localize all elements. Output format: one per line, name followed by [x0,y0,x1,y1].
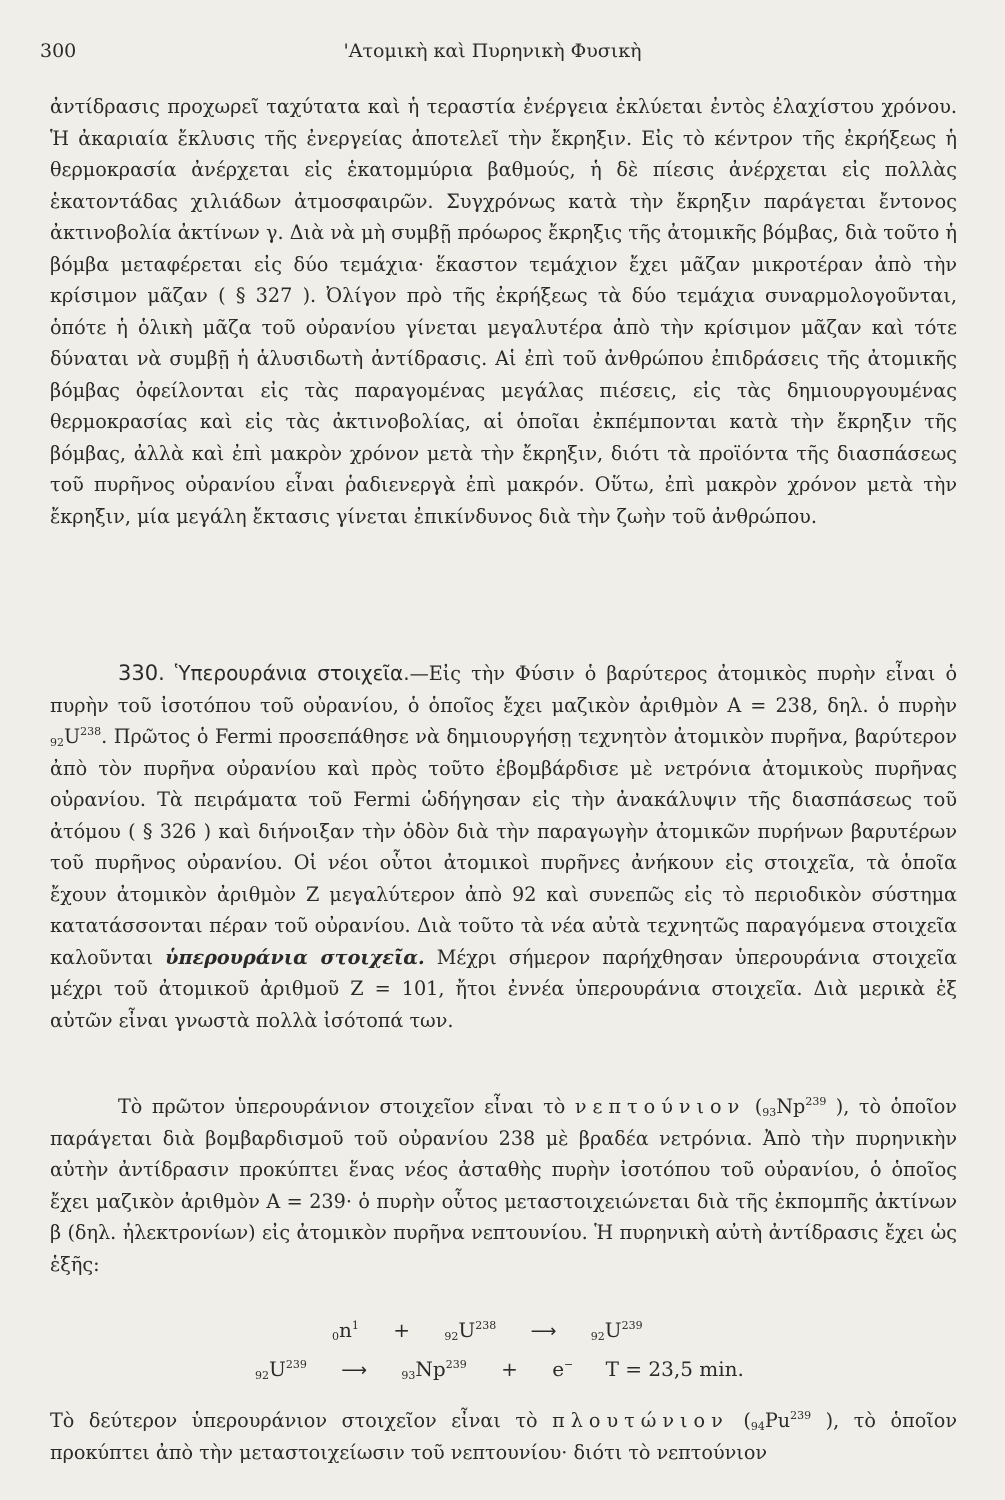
eq1-u239-symbol: U [604,1318,622,1342]
eq1-u238-sub: 92 [444,1330,459,1343]
plutonium-text-2: ), τὸ ὁποῖον προκύπτει ἀπὸ τὴν μεταστοιχείωσιν τοῦ νεπτουνίου· διότι τὸ νεπτούνιον [50,1409,957,1464]
uranium-symbol: U [64,725,81,748]
eq2-np-symbol: Np [415,1357,446,1381]
neutron-sub: 0 [332,1330,339,1343]
section-text-2: . Πρῶτος ὁ Fermi προσεπάθησε νὰ δημιουργήσῃ τεχνητὸν ἀτομικὸν πυρῆνα, βαρύτερον ἀπὸ τὸν πυρῆνα οὐρανίου καὶ πρὸς τοῦτο ἐβομβάρδισε μὲ νετρόνια ἀτομικοὺς πυρῆνας οὐρανίου. Τὰ πειράματα τοῦ Fermi ὡδήγησαν εἰς τὴν ἀνακάλυψιν τῆς διασπάσεως τοῦ ἀτόμου ( § 326 ) καὶ διήνοιξαν τὴν ὁδὸν διὰ τὴν παραγωγὴν ἀτομικῶν πυρήνων βαρυτέρων τοῦ πυρῆνος οὐρανίου. Οἱ νέοι οὗτοι ἀτομικοὶ πυρῆνες ἀνήκουν εἰς στοιχεῖα, τὰ ὁποῖα ἔχουν ἀτομικὸν ἀριθμὸν Ζ μεγαλύτερον ἀπὸ 92 καὶ συνεπῶς εἰς τὸ περιοδικὸν σύστημα κατατάσσονται πέραν τοῦ οὐρανίου. Διὰ τοῦτο τὰ νέα αὐτὰ τεχνητῶς παραγόμενα στοιχεῖα καλοῦνται [50,725,957,969]
eq2-u239-sub: 92 [255,1369,269,1382]
eq2-arrow-icon: ⟶ [341,1360,368,1381]
eq2-np-sup: 239 [445,1358,467,1371]
eq1-u239-sub: 92 [590,1330,605,1343]
neutron-sup: 1 [351,1319,359,1332]
eq1-arrow-icon: ⟶ [530,1321,557,1342]
equation-neutron-capture [332,1318,643,1342]
equation-beta-decay [255,1357,744,1381]
plutonium-text-1: Τὸ δεύτερον ὑπερουράνιον στοιχεῖον εἶναι τὸ [50,1409,553,1432]
section-number: 330. [118,661,165,685]
plutonium-name: πλουτώνιον [552,1409,729,1432]
section-text-1: —Εἰς τὴν Φύσιν ὁ βαρύτερος ἀτομικὸς πυρὴν εἶναι ὁ πυρὴν τοῦ ἰσοτόπου τοῦ οὐρανίου, ὁ ὁποῖος ἔχει μαζικὸν ἀριθμὸν Α = 238, δηλ. ὁ πυρὴν [50,662,957,717]
eq1-u238-symbol: U [458,1318,476,1342]
neptunium-text-1: Τὸ πρῶτον ὑπερουράνιον στοιχεῖον εἶναι τὸ [118,1095,575,1118]
eq1-plus: + [393,1318,411,1342]
section-330 [50,658,957,1036]
paragraph-neptunium [50,1091,957,1280]
uranium-mass-number: 238 [80,725,102,738]
eq2-plus: + [501,1357,518,1381]
eq1-u238-sup: 238 [475,1319,497,1332]
eq2-u239-sup: 239 [285,1358,307,1371]
half-life: T = 23,5 min. [605,1357,744,1381]
neptunium-name: νεπτούνιον [574,1095,746,1118]
section-title: Ὑπερουράνια στοιχεῖα. [174,661,410,685]
neptunium-mass-number: 239 [805,1095,827,1108]
uranium-atomic-number: 92 [50,736,64,749]
eq2-u239-symbol: U [269,1357,286,1381]
plutonium-open: ( [728,1409,751,1432]
electron-symbol: e [552,1357,565,1381]
plutonium-atomic-number: 94 [750,1420,765,1433]
page-header [40,40,945,70]
section-text-3: Μέχρι σήμερον παρήχθησαν ὑπερουράνια στοιχεῖα μέχρι τοῦ ἀτομικοῦ ἀριθμοῦ Ζ = 101, ἤτοι ἐννέα ὑπερουράνια στοιχεῖα. Διὰ μερικὰ ἐξ αὐτῶν εἶναι γνωστὰ πολλὰ ἰσότοπά των. [50,945,957,1032]
eq1-u239-sup: 239 [621,1319,643,1332]
eq2-np-sub: 93 [401,1369,416,1382]
paragraph-atomic-bomb: ἀντίδρασις προχωρεῖ ταχύτατα καὶ ἡ τεραστία ἐνέργεια ἐκλύεται ἐντὸς ἐλαχίστου χρόνου. Ἡ ἀκαριαία ἔκλυσις τῆς ἐνεργείας ἀποτελεῖ τὴν ἔκρηξιν. Εἰς τὸ κέντρον τῆς ἐκρήξεως ἡ θερμοκρασία ἀνέρχεται εἰς ἑκατομμύρια βαθμούς, ἡ δὲ πίεσις ἀνέρχεται εἰς πολλὰς ἑκατοντάδας χιλιάδων ἀτμοσφαιρῶν. Συγχρόνως κατὰ τὴν ἔκρηξιν παράγεται ἔντονος ἀκτινοβολία ἀκτίνων γ. Διὰ νὰ μὴ συμβῇ πρόωρος ἔκρηξις τῆς ἀτομικῆς βόμβας, διὰ τοῦτο ἡ βόμβα μεταφέρεται εἰς δύο τεμάχια· ἕκαστον τεμάχιον ἔχει μᾶζαν μικροτέραν ἀπὸ τὴν κρίσιμον μᾶζαν ( § 327 ). Ὀλίγον πρὸ τῆς ἐκρήξεως τὰ δύο τεμάχια συναρμολογοῦνται, ὁπότε ἡ ὁλικὴ μᾶζα τοῦ οὐρανίου γίνεται μεγαλυτέρα ἀπὸ τὴν κρίσιμον μᾶζαν καὶ τότε δύναται νὰ συμβῇ ἡ ἁλυσιδωτὴ ἀντίδρασις. Αἱ ἐπὶ τοῦ ἀνθρώπου ἐπιδράσεις τῆς ἀτομικῆς βόμβας ὀφείλονται εἰς τὰς παραγομένας μεγάλας πιέσεις, εἰς τὰς δημιουργουμένας θερμοκρασίας καὶ εἰς τὰς ἀκτινοβολίας, αἱ ὁποῖαι ἐκπέμπονται κατὰ τὴν ἔκρηξιν τῆς βόμβας, ἀλλὰ καὶ ἐπὶ μακρὸν χρόνον μετὰ τὴν ἔκρηξιν, διότι τὰ προϊόντα τῆς διασπάσεως τοῦ πυρῆνος οὐρανίου εἶναι ῥαδιενεργὰ ἐπὶ μακρόν. Οὕτω, ἐπὶ μακρὸν χρόνον μετὰ τὴν ἔκρηξιν, μία μεγάλη ἔκτασις γίνεται ἐπικίνδυνος διὰ τὴν ζωὴν τοῦ ἀνθρώπου. [50,95,957,528]
plutonium-symbol: Pu [764,1409,791,1432]
transuranic-term: ὑπερουράνια στοιχεῖα. [165,945,425,969]
neptunium-atomic-number: 93 [762,1106,777,1119]
neptunium-text-2: ), τὸ ὁποῖον παράγεται διὰ βομβαρδισμοῦ τοῦ οὐρανίου 238 μὲ βραδέα νετρόνια. Ἀπὸ τὴν πυρηνικὴν αὐτὴν ἀντίδρασιν προκύπτει ἕνας νέος ἀσταθὴς πυρὴν ἰσοτόπου τοῦ οὐρανίου, ὁ ὁποῖος ἔχει μαζικὸν ἀριθμὸν Α = 239· ὁ πυρὴν οὗτος μεταστοιχειώνεται διὰ τῆς ἐκπομπῆς ἀκτίνων β (δηλ. ἠλεκτρονίων) εἰς ἀτομικὸν πυρῆνα νεπτουνίου. Ἡ πυρηνικὴ αὐτὴ ἀντίδρασις ἔχει ὡς ἑξῆς: [50,1095,957,1276]
neptunium-symbol: Np [776,1095,806,1118]
page-number: 300 [40,40,77,62]
electron-charge: − [564,1358,574,1371]
running-title: 'Ατομικὴ καὶ Πυρηνικὴ Φυσικὴ [343,40,642,62]
neptunium-open: ( [745,1095,763,1118]
neutron-symbol: n [339,1318,352,1342]
plutonium-mass-number: 239 [790,1409,812,1422]
paragraph-plutonium [50,1405,957,1468]
